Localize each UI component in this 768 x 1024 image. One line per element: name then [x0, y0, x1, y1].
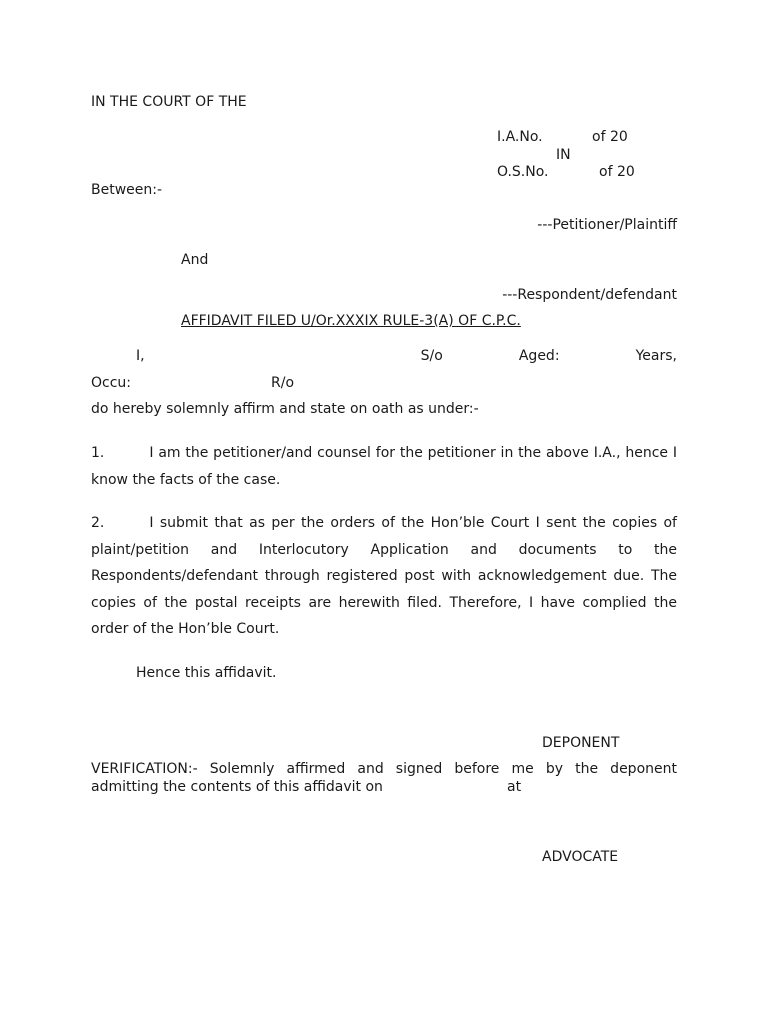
- verification-clause: [91, 760, 677, 796]
- between-label: Between:-: [91, 182, 163, 198]
- verification-at-label: at: [507, 779, 522, 795]
- paragraph-1: [91, 440, 677, 493]
- paragraph-2: [91, 510, 677, 643]
- in-label: IN: [556, 147, 571, 163]
- son-of-label: S/o: [420, 348, 443, 364]
- os-year-label: of 20: [599, 164, 635, 180]
- occupation-label: Occu:: [91, 375, 132, 391]
- deponent-i-label: I,: [136, 348, 145, 364]
- and-label: And: [181, 252, 209, 268]
- paragraph-number: 1.: [91, 445, 105, 461]
- court-heading: IN THE COURT OF THE: [91, 94, 247, 110]
- petitioner-label: ---Petitioner/Plaintiff: [537, 217, 677, 233]
- residing-at-label: R/o: [271, 375, 295, 391]
- years-label: Years,: [635, 348, 677, 364]
- respondent-label: ---Respondent/defendant: [502, 287, 677, 303]
- aged-label: Aged:: [518, 348, 560, 364]
- ia-number-label: I.A.No.: [497, 129, 543, 145]
- ia-year-label: of 20: [592, 129, 628, 145]
- paragraph-text: I submit that as per the orders of the Hon’ble Court I sent the copies of plaint/petition and Interlocutory Application and documents to the Respondents/defendant through registered post with acknowledgement due. The copies of the postal receipts are herewith filed. Therefore, I have complied the order of the Hon’ble Court.: [91, 515, 677, 637]
- paragraph-text: I am the petitioner/and counsel for the petitioner in the above I.A., hence I know the facts of the case.: [91, 445, 677, 488]
- affirm-statement: do hereby solemnly affirm and state on oath as under:-: [91, 401, 479, 417]
- verification-text: VERIFICATION:- Solemnly affirmed and signed before me by the deponent admitting the contents of this affidavit on: [91, 761, 677, 795]
- deponent-identity-line: [91, 347, 677, 365]
- advocate-signature-label: ADVOCATE: [542, 849, 619, 865]
- closing-statement: Hence this affidavit.: [136, 665, 277, 681]
- affidavit-title: AFFIDAVIT FILED U/Or.XXXIX RULE-3(A) OF C.P.C.: [181, 313, 521, 329]
- deponent-signature-label: DEPONENT: [542, 735, 620, 751]
- os-number-label: O.S.No.: [497, 164, 549, 180]
- paragraph-number: 2.: [91, 515, 105, 531]
